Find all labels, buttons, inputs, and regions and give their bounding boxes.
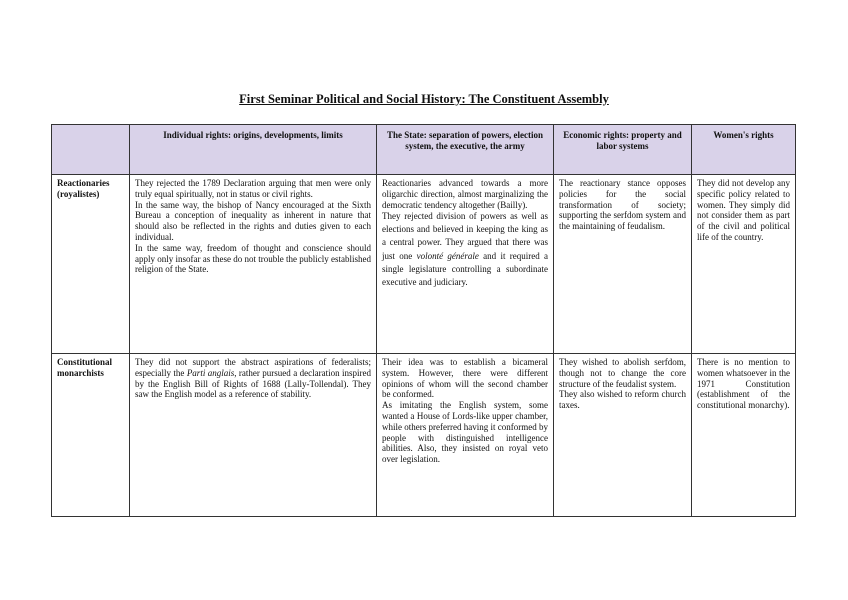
table-row-reactionaries	[52, 175, 796, 354]
cell-paragraph: The reactionary stance opposes policies for the social transformation of society; supporting the serfdom system and the maintaining of feudalism.	[559, 178, 686, 232]
cell-paragraph: There is no mention to women whatsoever in the 1971 Constitution (establishment of the constitutional monarchy).	[697, 357, 790, 411]
text-run: and it required a single legislature controlling a subordinate executive and judiciary.	[382, 250, 549, 287]
cell-monarchists-economic-rights	[554, 354, 692, 517]
header-individual-rights: Individual rights: origins, developments, limits	[130, 125, 377, 175]
cell-paragraph: They wished to abolish serfdom, though not to change the core structure of the feudalist system.	[559, 357, 686, 389]
cell-paragraph	[135, 357, 371, 400]
header-row	[52, 125, 796, 175]
row-label-reactionaries: Reactionaries (royalistes)	[52, 175, 130, 354]
cell-paragraph: They also wished to reform church taxes.	[559, 389, 686, 411]
header-womens-rights: Women's rights	[692, 125, 796, 175]
emphasis-text: volonté générale	[416, 250, 479, 261]
table-row-constitutional-monarchists	[52, 354, 796, 517]
text-run: They did not support the abstract aspirations of federalists; especially the	[135, 357, 371, 378]
cell-paragraph: Their idea was to establish a bicameral system. However, there were different opinions of whom will the second chamber be conformed.	[382, 357, 548, 400]
row-label-constitutional-monarchists: Constitutional monarchists	[52, 354, 130, 517]
text-run: They rejected division of powers as well as elections and believed in keeping the king as a central power. They argued that there was just one	[382, 211, 548, 261]
emphasis-text: Parti anglais	[186, 367, 235, 378]
cell-paragraph: They did not develop any specific policy related to women. They simply did not consider them as part of the civil and political life of the country.	[697, 178, 790, 242]
cell-paragraph: They rejected the 1789 Declaration arguing that men were only truly equal spiritually, not in status or civil rights.	[135, 178, 371, 199]
seminar-table	[51, 124, 796, 517]
cell-monarchists-state	[377, 354, 554, 517]
document-title: First Seminar Political and Social History: The Constituent Assembly	[239, 92, 609, 106]
header-economic-rights: Economic rights: property and labor systems	[554, 125, 692, 175]
cell-monarchists-womens-rights	[692, 354, 796, 517]
cell-paragraph: As imitating the English system, some wanted a House of Lords-like upper chamber, while others preferred having it conformed by people with distinguished intelligence abilities. Also, they insisted on royal veto over legislation.	[382, 400, 548, 465]
cell-reactionaries-state	[377, 175, 554, 354]
cell-paragraph: In the same way, the bishop of Nancy encouraged at the Sixth Bureau a conception of inequality as inherent in nature that should also be reflected in the rights and duties given to each individual.	[135, 199, 371, 242]
cell-reactionaries-economic-rights	[554, 175, 692, 354]
cell-reactionaries-individual-rights	[130, 175, 377, 354]
text-run: , rather pursued a declaration inspired by the English Bill of Rights of 1688 (Lally-Tollendal). They saw the English model as a reference of stability.	[135, 367, 371, 400]
header-blank-cell	[52, 125, 130, 175]
header-state: The State: separation of powers, election system, the executive, the army	[377, 125, 554, 175]
cell-paragraph: In the same way, freedom of thought and conscience should apply only insofar as these do not trouble the publicly established religion of the State.	[135, 242, 371, 275]
cell-paragraph: Reactionaries advanced towards a more oligarchic direction, almost marginalizing the democratic tendency altogether (Bailly).	[382, 178, 548, 210]
cell-reactionaries-womens-rights	[692, 175, 796, 354]
cell-paragraph	[382, 210, 548, 288]
cell-monarchists-individual-rights	[130, 354, 377, 517]
